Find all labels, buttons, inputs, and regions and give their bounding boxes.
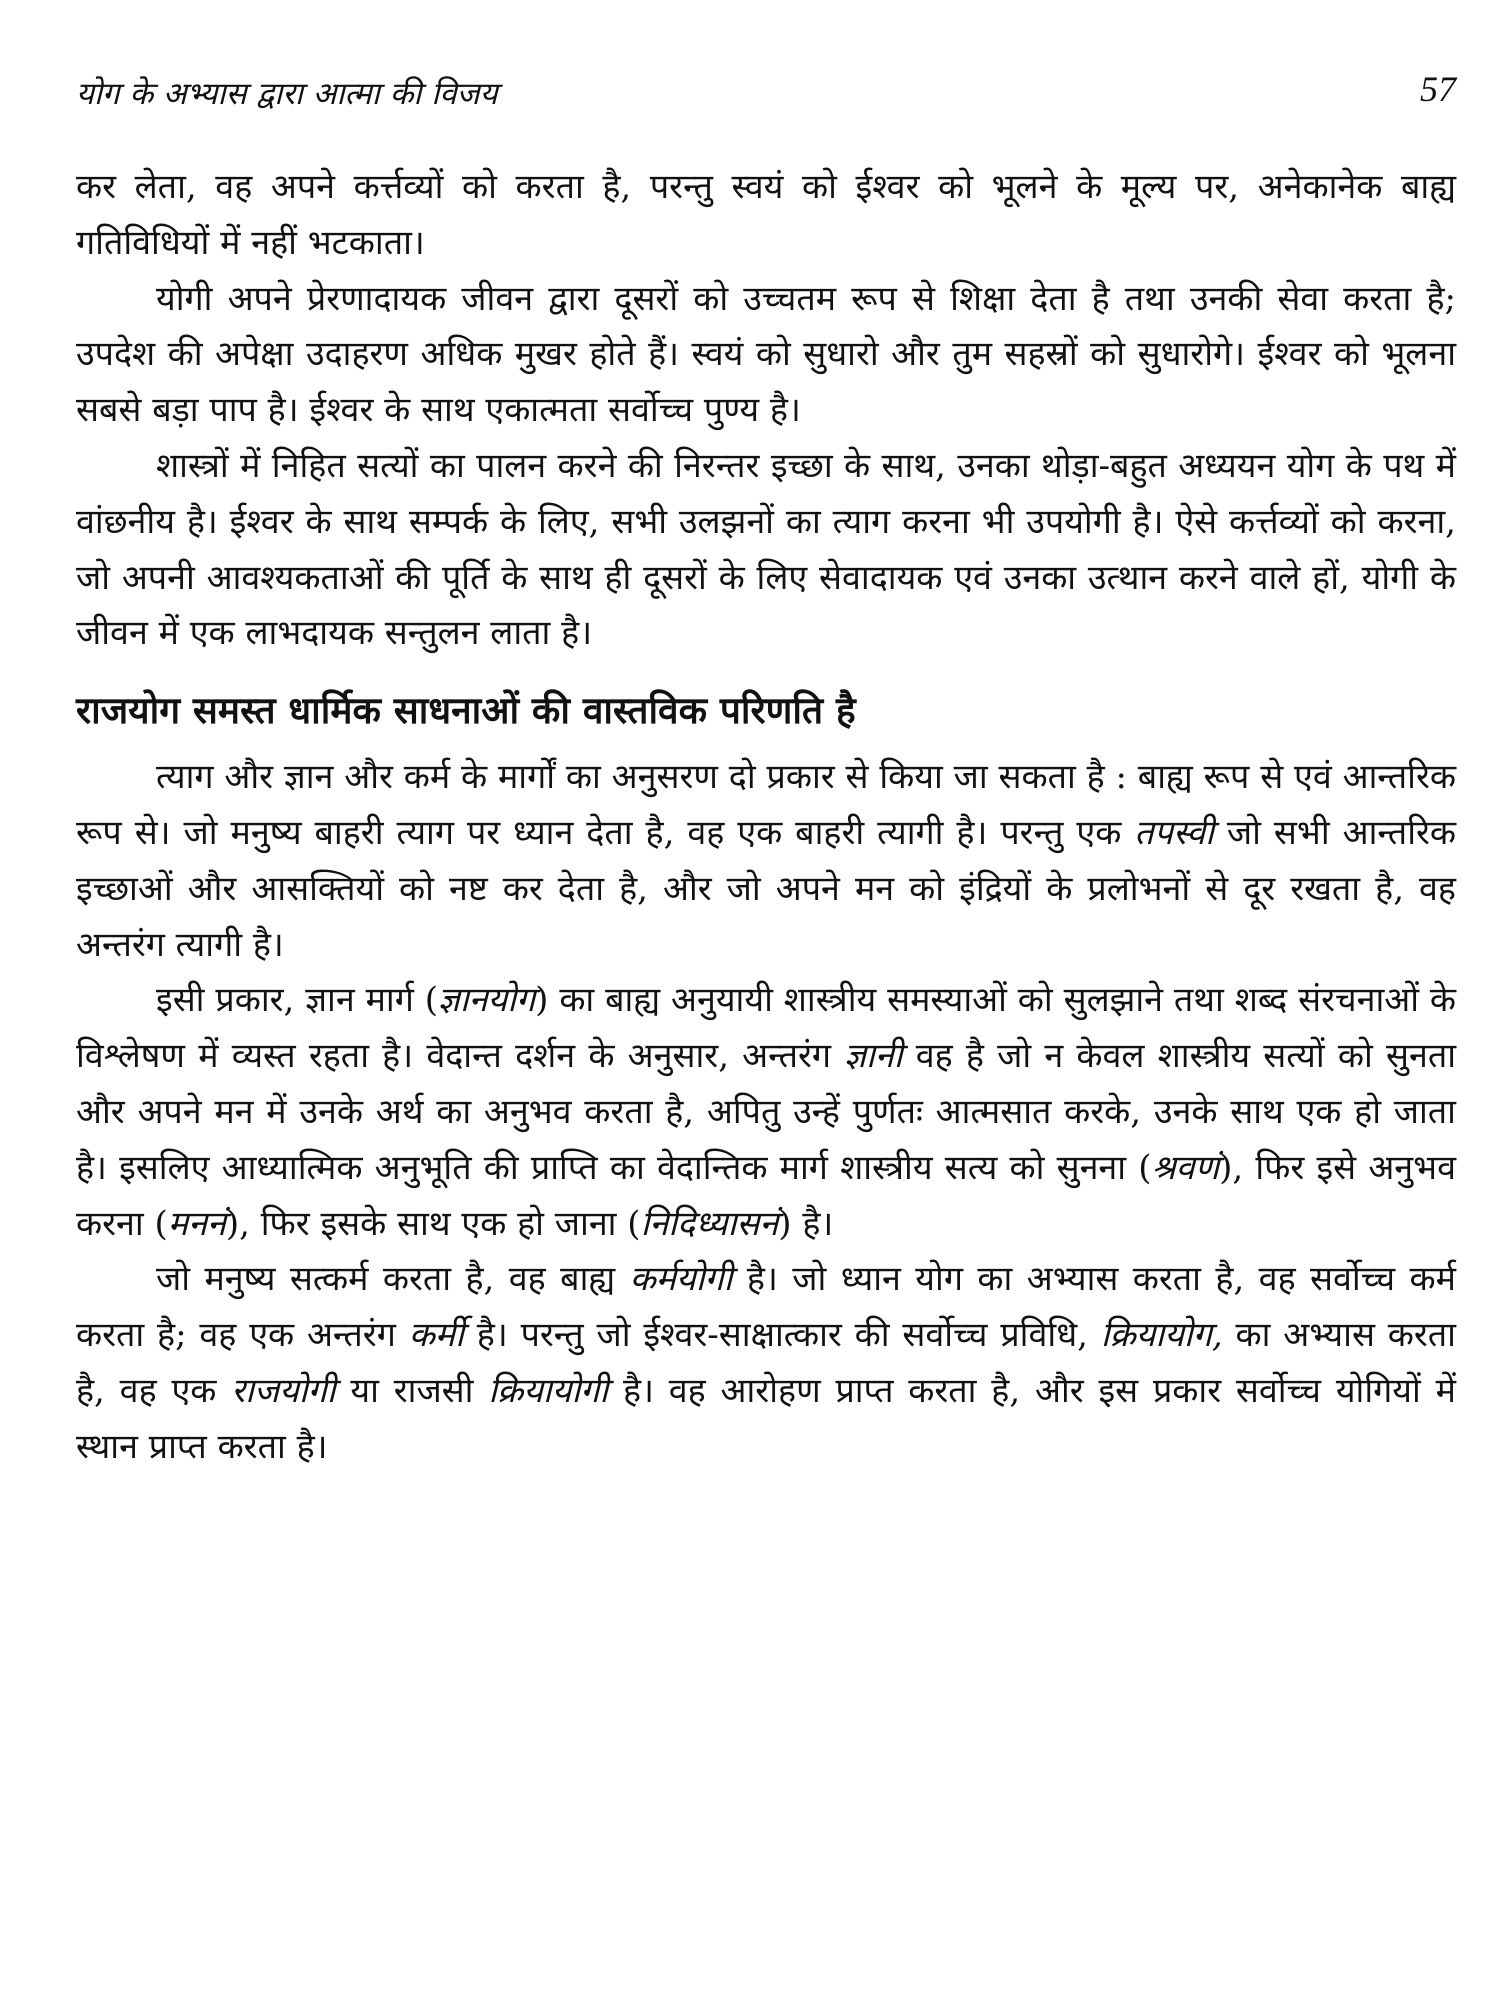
paragraph-5-text: ), फिर इसके साथ एक हो जाना ( xyxy=(225,1203,641,1244)
term-nididhyasanam: निदिध्यासनं xyxy=(640,1203,779,1244)
paragraph-3: शास्त्रों में निहित सत्यों का पालन करने की निरन्तर इच्छा के साथ, उनका थोड़ा-बहुत अध्ययन योग के पथ में वांछनीय है। ईश्वर के साथ सम्पर्क के लिए, सभी उलझनों का त्याग करना भी उपयोगी है। ऐसे कर्त्तव्यों को करना, जो अपनी आवश्यकताओं की पूर्ति के साथ ही दूसरों के लिए सेवादायक एवं उनका उत्थान करने वाले हों, योगी के जीवन में एक लाभदायक सन्तुलन लाता है। xyxy=(76,445,1456,654)
paragraph-5-text: ) है। xyxy=(778,1203,834,1244)
paragraph-5-text: इसी प्रकार, ज्ञान मार्ग ( xyxy=(156,980,439,1021)
paragraph-6-text: का अभ्यास करता है, वह एक xyxy=(76,1315,1456,1411)
term-kriyayogi: क्रियायोगी xyxy=(488,1370,609,1411)
term-rajayogi: राजयोगी xyxy=(231,1370,336,1411)
term-karmayogi: कर्मयोगी xyxy=(629,1259,733,1300)
paragraph-6-text: है। परन्तु जो ईश्वर-साक्षात्कार की सर्वोच्च प्रविधि, xyxy=(476,1315,1088,1356)
page-number: 57 xyxy=(1420,69,1456,109)
paragraph-6 xyxy=(76,1252,1456,1475)
paragraph-6-text: या राजसी xyxy=(350,1370,474,1411)
paragraph-6-text: जो मनुष्य सत्कर्म करता है, वह बाह्य xyxy=(156,1259,616,1300)
term-mananam: मननं xyxy=(167,1203,226,1244)
paragraph-5-text: वह है जो न केवल शास्त्रीय सत्यों को सुनता और अपने मन में उनके अर्थ का अनुभव करता है, अपितु उन्हें पुर्णतः आत्मसात करके, उनके साथ एक हो जाता है। इसलिए आध्यात्मिक अनुभूति की प्राप्ति का वेदान्तिक मार्ग शास्त्रीय सत्य को सुनना ( xyxy=(76,1036,1457,1188)
paragraph-5-text: ), फिर इसे अनुभव करना ( xyxy=(76,1147,1456,1244)
paragraph-6-text: है। जो ध्यान योग का अभ्यास करता है, वह सर्वोच्च कर्म करता है; वह एक अन्तरंग xyxy=(76,1259,1457,1356)
paragraph-1: कर लेता, वह अपने कर्त्तव्यों को करता है, परन्तु स्वयं को ईश्वर को भूलने के मूल्य पर, अनेकानेक बाह्य गतिविधियों में नहीं भटकाता। xyxy=(76,167,1456,263)
term-jnani: ज्ञानी xyxy=(844,1036,903,1077)
term-tapasvi: तपस्वी xyxy=(1134,812,1214,853)
section-heading: राजयोग समस्त धार्मिक साधनाओं की वास्तविक परिणति है xyxy=(76,689,856,733)
term-jnanayoga: ज्ञानयोग xyxy=(438,980,536,1021)
term-kriyayoga: क्रियायोग, xyxy=(1100,1315,1223,1356)
paragraph-4-text: त्याग और ज्ञान और कर्म के मार्गों का अनुसरण दो प्रकार से किया जा सकता है : बाह्य रूप से एवं आन्तरिक रूप से। जो मनुष्य बाहरी त्याग पर ध्यान देता है, वह एक बाहरी त्यागी है। परन्तु एक xyxy=(76,757,1456,853)
body-text xyxy=(76,160,1456,1476)
term-karmi: कर्मी xyxy=(408,1315,464,1356)
paragraph-5 xyxy=(76,973,1456,1252)
paragraph-4 xyxy=(76,750,1456,973)
paragraph-2: योगी अपने प्रेरणादायक जीवन द्वारा दूसरों को उच्चतम रूप से शिक्षा देता है तथा उनकी सेवा करता है; उपदेश की अपेक्षा उदाहरण अधिक मुखर होते हैं। स्वयं को सुधारो और तुम सहस्रों को सुधारोगे। ईश्वर को भूलना सबसे बड़ा पाप है। ईश्वर के साथ एकात्मता सर्वोच्च पुण्य है। xyxy=(76,278,1456,431)
paragraph-4-text: जो सभी आन्तरिक इच्छाओं और आसक्तियों को नष्ट कर देता है, और जो अपने मन को इंद्रियों के प्रलोभनों से दूर रखता है, वह अन्तरंग त्यागी है। xyxy=(76,812,1457,965)
term-shravanam: श्रवणं xyxy=(1151,1147,1220,1188)
running-header-title: योग के अभ्यास द्वारा आत्मा की विजय xyxy=(76,76,498,112)
paragraph-6-text: है। वह आरोहण प्राप्त करता है, और इस प्रकार सर्वोच्च योगियों में स्थान प्राप्त करता है। xyxy=(76,1370,1456,1467)
paragraph-5-text: ) का बाह्य अनुयायी शास्त्रीय समस्याओं को सुलझाने तथा शब्द संरचनाओं के विश्लेषण में व्यस्त रहता है। वेदान्त दर्शन के अनुसार, अन्तरंग xyxy=(76,980,1456,1077)
